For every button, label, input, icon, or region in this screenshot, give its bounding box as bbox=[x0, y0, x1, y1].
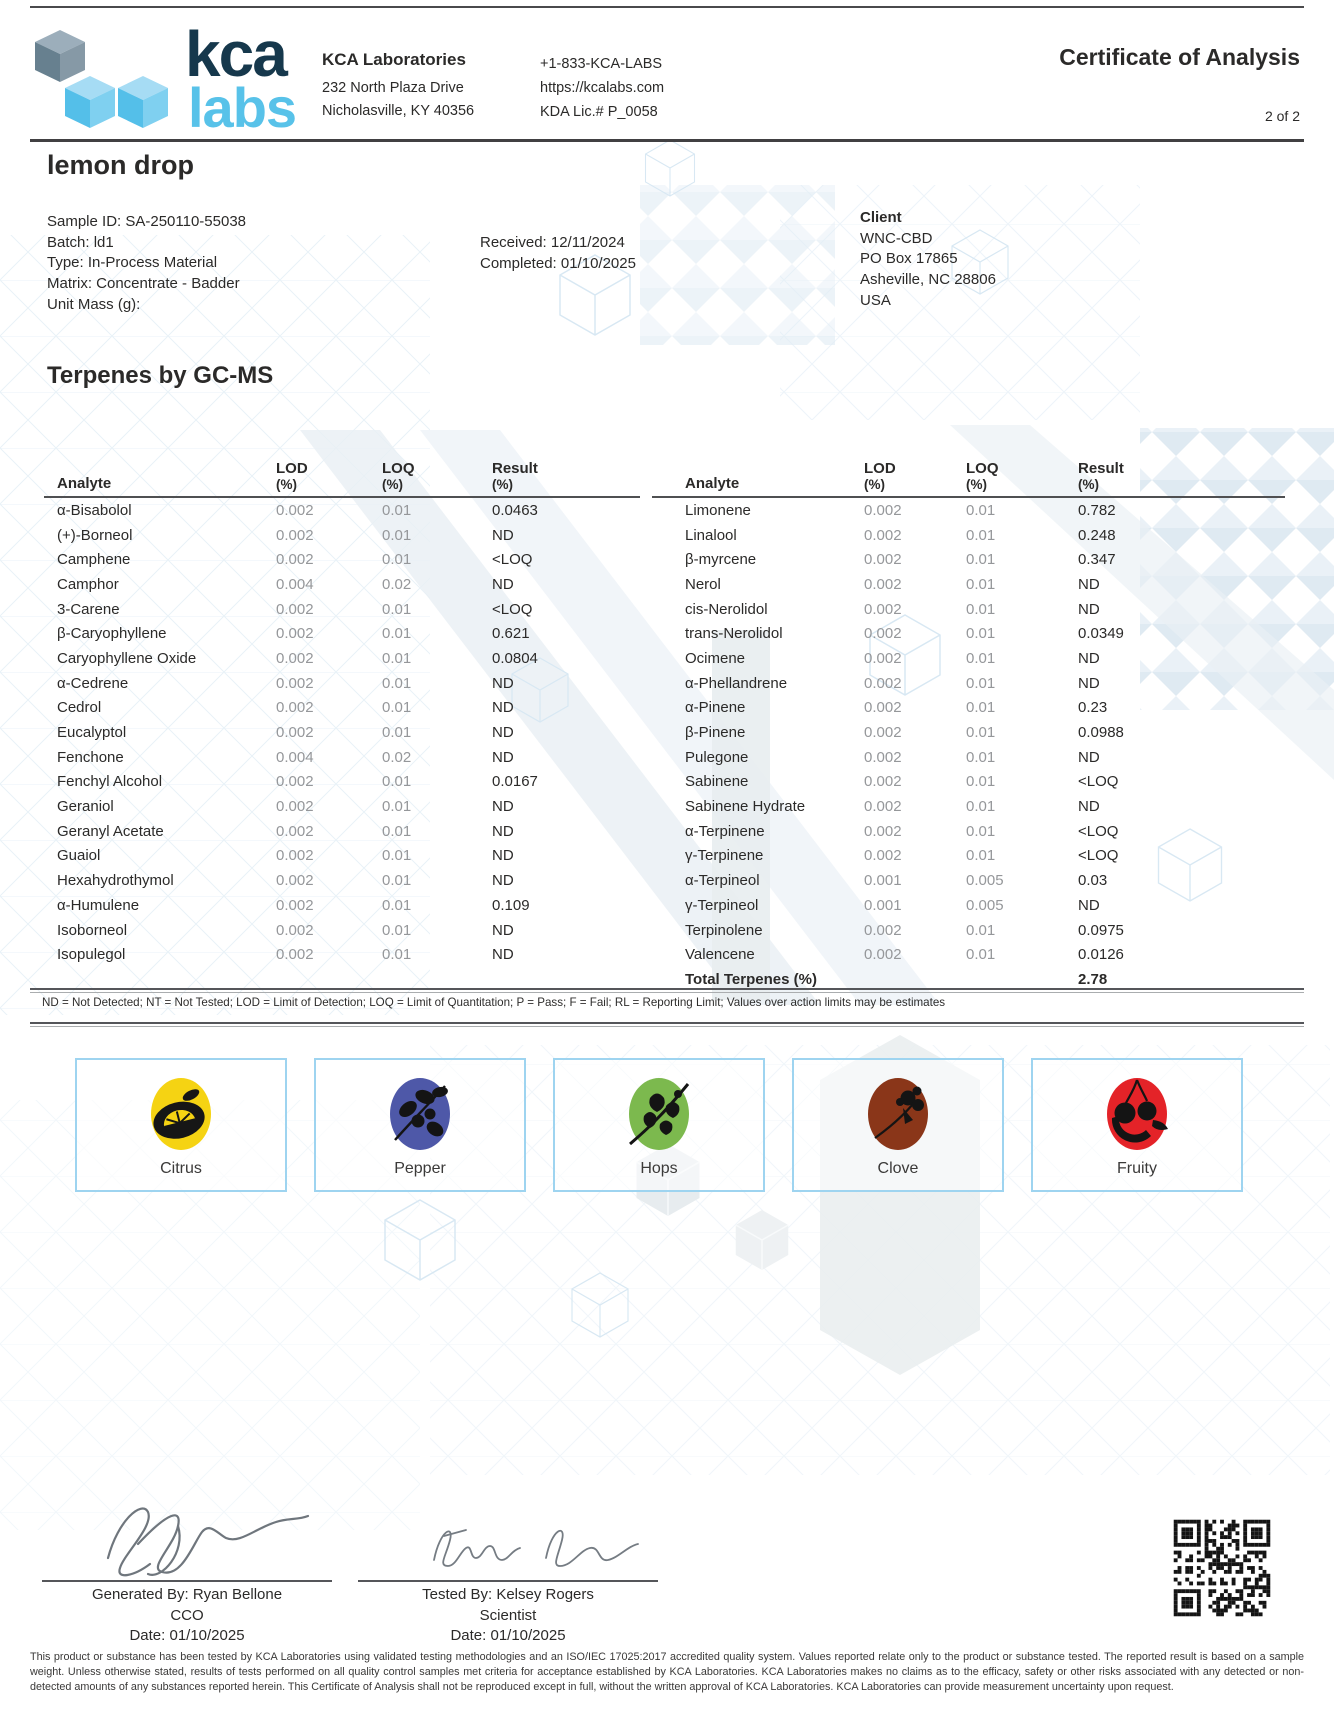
flavor-badge-citrus bbox=[75, 1058, 287, 1192]
tested-by-block bbox=[358, 1585, 658, 1647]
signature-line bbox=[42, 1580, 332, 1582]
page-number: 2 of 2 bbox=[1264, 108, 1300, 124]
lod-value: 0.002 bbox=[864, 575, 902, 593]
result-value: ND bbox=[1078, 674, 1100, 692]
column-header-analyte: Analyte bbox=[685, 475, 740, 492]
analyte-name: trans-Nerolidol bbox=[685, 625, 783, 643]
loq-value: 0.01 bbox=[382, 798, 412, 816]
company-phone: +1-833-KCA-LABS bbox=[540, 56, 663, 72]
generated-by: Generated By: Ryan Bellone bbox=[91, 1586, 283, 1603]
loq-value: 0.01 bbox=[382, 625, 412, 643]
terpene-table-right bbox=[652, 452, 1285, 992]
loq-value: 0.01 bbox=[966, 674, 996, 692]
badge-label: Citrus bbox=[160, 1160, 202, 1177]
result-value: ND bbox=[1078, 798, 1100, 816]
lod-value: 0.004 bbox=[276, 748, 314, 766]
loq-value: 0.02 bbox=[382, 575, 412, 593]
result-value: 0.0126 bbox=[1078, 946, 1124, 964]
table-row bbox=[652, 621, 1285, 646]
column-header-loq: LOQ (%) bbox=[966, 460, 999, 492]
clove-icon bbox=[861, 1072, 935, 1156]
analyte-name: Camphor bbox=[57, 575, 119, 593]
table-row bbox=[44, 819, 640, 844]
client-country: USA bbox=[860, 291, 891, 309]
lod-value: 0.002 bbox=[276, 946, 314, 964]
lod-value: 0.002 bbox=[864, 551, 902, 569]
loq-value: 0.01 bbox=[382, 526, 412, 544]
analyte-name: Fenchyl Alcohol bbox=[57, 773, 163, 791]
lod-value: 0.002 bbox=[276, 551, 314, 569]
tested-by-signature bbox=[420, 1512, 660, 1582]
lod-value: 0.002 bbox=[864, 625, 902, 643]
analyte-name: γ-Terpinene bbox=[685, 847, 764, 865]
logo-text-kca: kca bbox=[185, 18, 286, 90]
terpene-table-left bbox=[44, 452, 640, 967]
lod-value: 0.002 bbox=[276, 872, 314, 890]
loq-value: 0.01 bbox=[382, 600, 412, 618]
analyte-name: 3-Carene bbox=[57, 600, 120, 618]
completed-date: Completed: 01/10/2025 bbox=[480, 254, 636, 272]
lod-value: 0.002 bbox=[864, 921, 902, 939]
dates-block bbox=[480, 233, 636, 274]
section-title: Terpenes by GC-MS bbox=[47, 362, 274, 389]
loq-value: 0.01 bbox=[966, 724, 996, 742]
loq-value: 0.005 bbox=[966, 896, 1004, 914]
analyte-name: β-myrcene bbox=[685, 551, 757, 569]
lod-value: 0.002 bbox=[276, 921, 314, 939]
received-date: Received: 12/11/2024 bbox=[480, 234, 625, 251]
analyte-name: Cedrol bbox=[57, 699, 102, 717]
lod-value: 0.002 bbox=[864, 600, 902, 618]
lod-value: 0.002 bbox=[864, 946, 902, 964]
sample-unit-mass: Unit Mass (g): bbox=[47, 295, 141, 313]
badge-label: Clove bbox=[877, 1160, 919, 1177]
footnote-bottom-rule bbox=[30, 1022, 1304, 1027]
fruity-icon bbox=[1100, 1072, 1174, 1156]
table-row bbox=[652, 918, 1285, 943]
table-row bbox=[44, 696, 640, 721]
table-row bbox=[44, 547, 640, 572]
analyte-name: Sabinene bbox=[685, 773, 749, 791]
analyte-name: Ocimene bbox=[685, 649, 746, 667]
table-row bbox=[652, 868, 1285, 893]
table-row bbox=[652, 893, 1285, 918]
badge-label: Fruity bbox=[1117, 1160, 1157, 1177]
analyte-name: α-Terpineol bbox=[685, 872, 760, 890]
analyte-name: Geraniol bbox=[57, 798, 114, 816]
analyte-name: Terpinolene bbox=[685, 921, 763, 939]
column-header-loq: LOQ (%) bbox=[382, 460, 415, 492]
result-value: 0.0988 bbox=[1078, 724, 1124, 742]
lemon-icon bbox=[144, 1072, 218, 1156]
lod-value: 0.001 bbox=[864, 872, 902, 890]
table-row bbox=[44, 498, 640, 523]
table-bottom-rule bbox=[30, 988, 1304, 993]
lod-value: 0.002 bbox=[864, 649, 902, 667]
table-row bbox=[44, 621, 640, 646]
table-row bbox=[44, 745, 640, 770]
analyte-name: Caryophyllene Oxide bbox=[57, 649, 197, 667]
analyte-name: α-Bisabolol bbox=[57, 501, 132, 519]
result-value: ND bbox=[1078, 575, 1100, 593]
analyte-name: α-Phellandrene bbox=[685, 674, 788, 692]
result-value: <LOQ bbox=[492, 551, 533, 569]
table-row bbox=[44, 646, 640, 671]
analyte-name: Fenchone bbox=[57, 748, 124, 766]
table-row bbox=[44, 597, 640, 622]
lod-value: 0.002 bbox=[864, 501, 902, 519]
company-name: KCA Laboratories bbox=[322, 50, 466, 69]
contact-info bbox=[540, 52, 664, 124]
total-terpenes-label: Total Terpenes (%) bbox=[685, 970, 817, 988]
table-row bbox=[652, 498, 1285, 523]
analyte-name: Sabinene Hydrate bbox=[685, 798, 806, 816]
result-value: 0.0804 bbox=[492, 649, 538, 667]
result-value: 0.782 bbox=[1078, 501, 1116, 519]
generated-date: Date: 01/10/2025 bbox=[129, 1627, 245, 1645]
analyte-name: β-Caryophyllene bbox=[57, 625, 167, 643]
lod-value: 0.002 bbox=[276, 625, 314, 643]
flavor-badge-pepper bbox=[314, 1058, 526, 1192]
analyte-name: α-Humulene bbox=[57, 896, 140, 914]
result-value: ND bbox=[1078, 600, 1100, 618]
signature-line bbox=[358, 1580, 658, 1582]
table-row bbox=[652, 646, 1285, 671]
loq-value: 0.01 bbox=[966, 625, 996, 643]
result-value: 0.109 bbox=[492, 896, 530, 914]
lod-value: 0.002 bbox=[276, 896, 314, 914]
lod-value: 0.002 bbox=[276, 847, 314, 865]
lod-value: 0.001 bbox=[864, 896, 902, 914]
loq-value: 0.01 bbox=[382, 847, 412, 865]
sample-name: lemon drop bbox=[47, 150, 194, 180]
lod-value: 0.002 bbox=[864, 847, 902, 865]
analyte-name: Isopulegol bbox=[57, 946, 126, 964]
loq-value: 0.01 bbox=[966, 600, 996, 618]
badge-label: Pepper bbox=[394, 1160, 446, 1177]
analyte-name: Limonene bbox=[685, 501, 751, 519]
client-block bbox=[860, 208, 996, 312]
company-info bbox=[322, 46, 474, 124]
result-value: 0.03 bbox=[1078, 872, 1108, 890]
result-value: ND bbox=[1078, 748, 1100, 766]
loq-value: 0.01 bbox=[966, 798, 996, 816]
lod-value: 0.002 bbox=[276, 526, 314, 544]
qr-code bbox=[1166, 1512, 1278, 1624]
result-value: 0.0463 bbox=[492, 501, 538, 519]
loq-value: 0.01 bbox=[966, 501, 996, 519]
column-header-result: Result (%) bbox=[492, 460, 538, 492]
tested-date: Date: 01/10/2025 bbox=[450, 1627, 566, 1645]
result-value: ND bbox=[492, 526, 514, 544]
loq-value: 0.01 bbox=[966, 773, 996, 791]
loq-value: 0.005 bbox=[966, 872, 1004, 890]
client-address-line1: PO Box 17865 bbox=[860, 250, 958, 268]
result-value: <LOQ bbox=[1078, 847, 1119, 865]
lod-value: 0.002 bbox=[864, 526, 902, 544]
lod-value: 0.002 bbox=[276, 773, 314, 791]
result-value: ND bbox=[1078, 649, 1100, 667]
column-header-lod: LOD (%) bbox=[864, 460, 896, 492]
lod-value: 0.002 bbox=[864, 674, 902, 692]
loq-value: 0.01 bbox=[382, 501, 412, 519]
loq-value: 0.01 bbox=[966, 921, 996, 939]
peppercorn-icon bbox=[383, 1072, 457, 1156]
sample-batch: Batch: ld1 bbox=[47, 233, 114, 251]
flavor-badges bbox=[75, 1058, 1264, 1192]
loq-value: 0.01 bbox=[382, 551, 412, 569]
lod-value: 0.002 bbox=[276, 798, 314, 816]
table-row bbox=[652, 572, 1285, 597]
company-address-line1: 232 North Plaza Drive bbox=[322, 79, 464, 96]
generated-by-block bbox=[42, 1585, 332, 1647]
result-value: ND bbox=[492, 674, 514, 692]
table-row bbox=[44, 523, 640, 548]
loq-value: 0.01 bbox=[382, 822, 412, 840]
analyte-name: Eucalyptol bbox=[57, 724, 127, 742]
sample-info-block bbox=[47, 212, 246, 316]
flavor-badge-hops bbox=[553, 1058, 765, 1192]
table-row bbox=[652, 547, 1285, 572]
table-row bbox=[652, 942, 1285, 967]
loq-value: 0.02 bbox=[382, 748, 412, 766]
lod-value: 0.004 bbox=[276, 575, 314, 593]
disclaimer-text: This product or substance has been tested by KCA Laboratories using validated testing methodologies and an ISO/IEC 17025:2017 accredited quality system. Values reported relate only to the product or substance tested. The reported result is based on a sample weight. Unless otherwise stated, results of tests performed on all quality control samples met criteria for acceptance established by KCA Laboratories. KCA Laboratories makes no claims as to the efficacy, safety or other risks associated with any detected or non-detected amounts of any substances reported herein. This Certificate of Analysis shall not be reproduced except in full, without the written approval of KCA Laboratories. KCA Laboratories can provide measurement uncertainty upon request. bbox=[30, 1651, 1304, 1694]
table-row bbox=[652, 696, 1285, 721]
analyte-name: Linalool bbox=[685, 526, 737, 544]
table-row bbox=[44, 720, 640, 745]
table-row bbox=[652, 597, 1285, 622]
loq-value: 0.01 bbox=[382, 773, 412, 791]
tested-by: Tested By: Kelsey Rogers bbox=[422, 1586, 594, 1603]
analyte-name: Valencene bbox=[685, 946, 755, 964]
header-divider bbox=[30, 139, 1304, 142]
table-row bbox=[44, 671, 640, 696]
table-row bbox=[652, 819, 1285, 844]
analyte-name: Hexahydrothymol bbox=[57, 872, 174, 890]
generated-by-signature bbox=[90, 1488, 320, 1583]
client-label: Client bbox=[860, 209, 902, 226]
lod-value: 0.002 bbox=[276, 724, 314, 742]
client-name: WNC-CBD bbox=[860, 229, 933, 247]
logo-text-labs: labs bbox=[188, 76, 297, 139]
table-row bbox=[44, 942, 640, 967]
lod-value: 0.002 bbox=[864, 822, 902, 840]
table-row bbox=[652, 523, 1285, 548]
result-value: 0.0975 bbox=[1078, 921, 1124, 939]
column-header-analyte: Analyte bbox=[57, 475, 112, 492]
client-address-line2: Asheville, NC 28806 bbox=[860, 271, 996, 289]
table-header-row bbox=[652, 452, 1285, 498]
analyte-name: α-Terpinene bbox=[685, 822, 765, 840]
result-value: 0.0349 bbox=[1078, 625, 1124, 643]
result-value: 0.248 bbox=[1078, 526, 1116, 544]
analyte-name: Geranyl Acetate bbox=[57, 822, 164, 840]
loq-value: 0.01 bbox=[382, 946, 412, 964]
result-value: <LOQ bbox=[1078, 822, 1119, 840]
table-row bbox=[652, 720, 1285, 745]
analyte-name: Guaiol bbox=[57, 847, 101, 865]
result-value: 0.347 bbox=[1078, 551, 1116, 569]
loq-value: 0.01 bbox=[966, 748, 996, 766]
company-website-link[interactable]: https://kcalabs.com bbox=[540, 80, 665, 97]
result-value: 0.23 bbox=[1078, 699, 1108, 717]
flavor-badge-clove bbox=[792, 1058, 1004, 1192]
analyte-name: β-Pinene bbox=[685, 724, 746, 742]
loq-value: 0.01 bbox=[966, 847, 996, 865]
result-value: ND bbox=[492, 798, 514, 816]
badge-label: Hops bbox=[640, 1160, 678, 1177]
table-row bbox=[44, 868, 640, 893]
lod-value: 0.002 bbox=[864, 773, 902, 791]
lod-value: 0.002 bbox=[276, 501, 314, 519]
loq-value: 0.01 bbox=[382, 724, 412, 742]
legend-footnote: ND = Not Detected; NT = Not Tested; LOD = Limit of Detection; LOQ = Limit of Quantitation; P = Pass; F = Fail; RL = Reporting Limit; Values over action limits may be estimates bbox=[42, 996, 946, 1009]
result-value: ND bbox=[1078, 896, 1100, 914]
loq-value: 0.01 bbox=[966, 575, 996, 593]
result-value: ND bbox=[492, 847, 514, 865]
lod-value: 0.002 bbox=[276, 822, 314, 840]
result-value: ND bbox=[492, 699, 514, 717]
table-row bbox=[44, 572, 640, 597]
result-value: ND bbox=[492, 921, 514, 939]
result-value: ND bbox=[492, 872, 514, 890]
analyte-name: Camphene bbox=[57, 551, 131, 569]
company-address-line2: Nicholasville, KY 40356 bbox=[322, 103, 475, 120]
analyte-name: Nerol bbox=[685, 575, 721, 593]
result-value: 0.0167 bbox=[492, 773, 538, 791]
loq-value: 0.01 bbox=[966, 649, 996, 667]
table-row bbox=[44, 794, 640, 819]
loq-value: 0.01 bbox=[966, 526, 996, 544]
loq-value: 0.01 bbox=[382, 649, 412, 667]
loq-value: 0.01 bbox=[966, 822, 996, 840]
table-header-row bbox=[44, 452, 640, 498]
tested-by-title: Scientist bbox=[479, 1606, 537, 1624]
lod-value: 0.002 bbox=[864, 798, 902, 816]
table-row bbox=[652, 794, 1285, 819]
result-value: ND bbox=[492, 575, 514, 593]
lod-value: 0.002 bbox=[864, 724, 902, 742]
loq-value: 0.01 bbox=[966, 551, 996, 569]
table-row bbox=[652, 745, 1285, 770]
top-border-rule bbox=[30, 6, 1304, 8]
hops-icon bbox=[622, 1072, 696, 1156]
sample-id: Sample ID: SA-250110-55038 bbox=[47, 213, 247, 230]
column-header-lod: LOD (%) bbox=[276, 460, 308, 492]
loq-value: 0.01 bbox=[966, 946, 996, 964]
analyte-name: γ-Terpineol bbox=[685, 896, 759, 914]
table-row bbox=[652, 770, 1285, 795]
result-value: ND bbox=[492, 822, 514, 840]
loq-value: 0.01 bbox=[382, 872, 412, 890]
analyte-name: Isoborneol bbox=[57, 921, 128, 939]
table-row bbox=[652, 844, 1285, 869]
result-value: 0.621 bbox=[492, 625, 530, 643]
lod-value: 0.002 bbox=[864, 699, 902, 717]
flavor-badge-fruity bbox=[1031, 1058, 1243, 1192]
sample-type: Type: In-Process Material bbox=[47, 254, 218, 272]
table-row bbox=[44, 844, 640, 869]
loq-value: 0.01 bbox=[966, 699, 996, 717]
table-row bbox=[44, 770, 640, 795]
table-row bbox=[44, 893, 640, 918]
kca-logo-icon bbox=[33, 24, 173, 136]
loq-value: 0.01 bbox=[382, 921, 412, 939]
company-license: KDA Lic.# P_0058 bbox=[540, 104, 658, 121]
document-title: Certificate of Analysis bbox=[1059, 44, 1300, 70]
result-value: <LOQ bbox=[492, 600, 533, 618]
sample-matrix: Matrix: Concentrate - Badder bbox=[47, 275, 240, 293]
loq-value: 0.01 bbox=[382, 674, 412, 692]
result-value: <LOQ bbox=[1078, 773, 1119, 791]
table-row bbox=[652, 671, 1285, 696]
analyte-name: Pulegone bbox=[685, 748, 749, 766]
result-value: ND bbox=[492, 946, 514, 964]
table-row bbox=[44, 918, 640, 943]
loq-value: 0.01 bbox=[382, 699, 412, 717]
analyte-name: cis-Nerolidol bbox=[685, 600, 768, 618]
result-value: ND bbox=[492, 748, 514, 766]
lod-value: 0.002 bbox=[276, 600, 314, 618]
generated-by-title: CCO bbox=[170, 1606, 204, 1624]
column-header-result: Result (%) bbox=[1078, 460, 1124, 492]
lod-value: 0.002 bbox=[276, 649, 314, 667]
analyte-name: α-Pinene bbox=[685, 699, 746, 717]
total-terpenes-value: 2.78 bbox=[1078, 970, 1108, 988]
lod-value: 0.002 bbox=[864, 748, 902, 766]
analyte-name: α-Cedrene bbox=[57, 674, 129, 692]
lod-value: 0.002 bbox=[276, 674, 314, 692]
loq-value: 0.01 bbox=[382, 896, 412, 914]
analyte-name: (+)-Borneol bbox=[57, 526, 133, 544]
lod-value: 0.002 bbox=[276, 699, 314, 717]
result-value: ND bbox=[492, 724, 514, 742]
